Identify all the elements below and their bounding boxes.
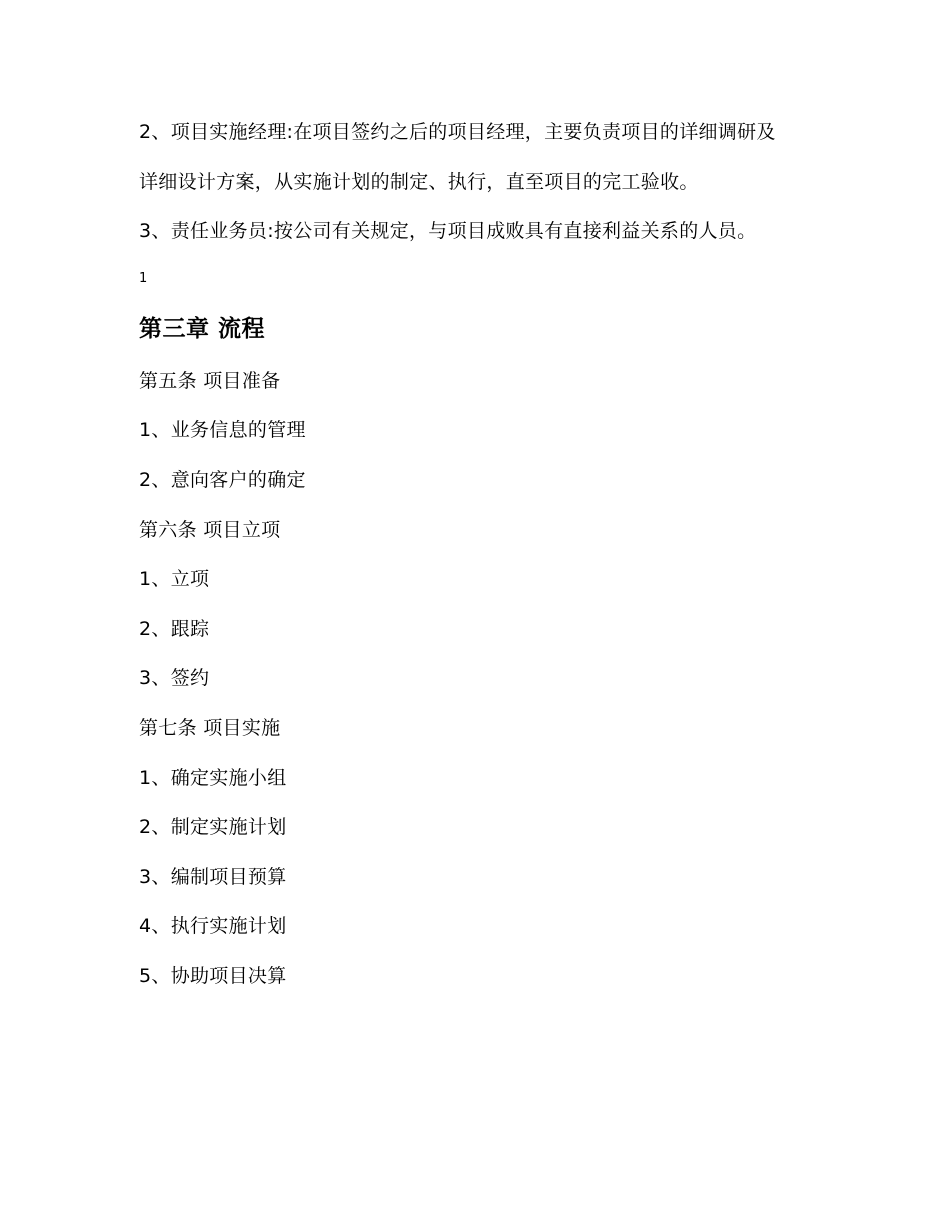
paragraph-project-implementation-manager: 2、项目实施经理:在项目签约之后的项目经理，主要负责项目的详细调研及详细设计方案，从实施计划的制定、执行，直至项目的完工验收。: [139, 121, 776, 193]
list-item: 3、编制项目预算: [139, 865, 287, 888]
list-item: 2、制定实施计划: [139, 816, 287, 839]
list-item: 1、立项: [139, 568, 210, 591]
list-item: 1、确定实施小组: [139, 766, 287, 789]
list-item: 1、业务信息的管理: [139, 419, 306, 442]
list-item: 2、意向客户的确定: [139, 468, 306, 491]
article-heading: 第五条 项目准备: [139, 369, 281, 392]
list-item: 2、跟踪: [139, 617, 210, 640]
page-number: 1: [139, 270, 148, 286]
document-body: [139, 108, 779, 1002]
list-item: 3、签约: [139, 667, 210, 690]
list-item: 5、协助项目决算: [139, 964, 287, 987]
list-item: 4、执行实施计划: [139, 915, 287, 938]
article-heading: 第七条 项目实施: [139, 716, 281, 739]
paragraph-responsible-salesperson: 3、责任业务员:按公司有关规定，与项目成败具有直接利益关系的人员。: [139, 220, 757, 243]
article-heading: 第六条 项目立项: [139, 518, 281, 541]
chapter-title: 第三章 流程: [139, 315, 266, 342]
